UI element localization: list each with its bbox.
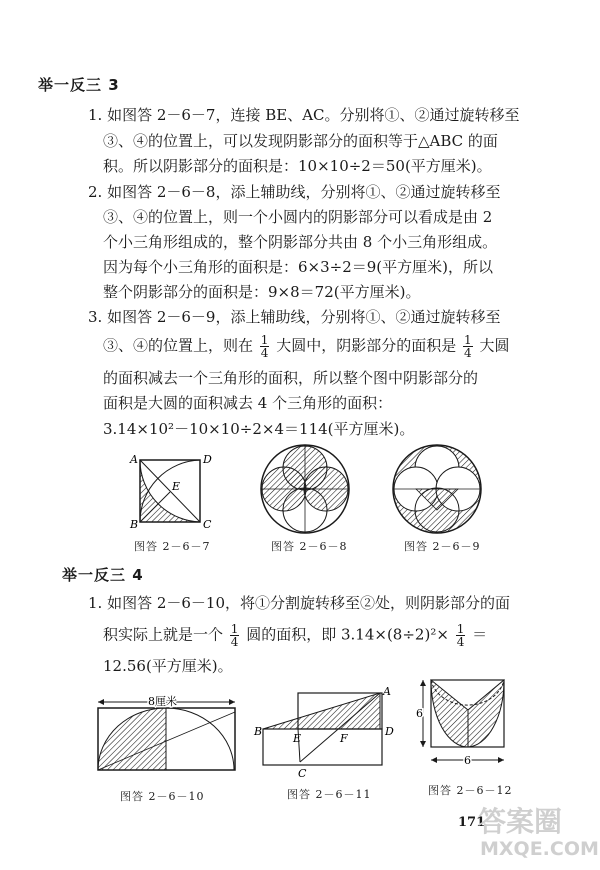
page-number: 171: [458, 815, 486, 830]
frac-num: 1: [230, 622, 239, 636]
label-e2: E: [293, 732, 302, 745]
frac-num: 1: [260, 333, 269, 347]
s2-p1-line1: 1. 如图答 2－6－10，将①分割旋转移至②处，则阴影部分的面: [88, 594, 511, 612]
label-c2: C: [298, 767, 307, 780]
p3-line3: 的面积减去一个三角形的面积，所以整个图中阴影部分的: [103, 369, 479, 387]
frac-den: 4: [456, 635, 465, 649]
figure-2-6-10: [98, 699, 235, 770]
p3-line1: 3. 如图答 2－6－9，添上辅助线，分别将①、②通过旋转移至: [88, 308, 501, 326]
caption-2-6-12: 图答 2－6－12: [428, 784, 513, 797]
watermark-url: MXQE.COM: [480, 838, 599, 860]
watermark-logo: 答案圈: [478, 805, 563, 838]
p3-line5: 3.14×10²－10×10÷2×4＝114(平方厘米)。: [103, 420, 415, 438]
frac-num: 1: [464, 333, 472, 347]
figure-2-6-12: [420, 680, 504, 763]
caption-2-6-11: 图答 2－6－11: [287, 788, 372, 801]
p3-line2c: 大圆: [479, 336, 510, 355]
frac-num: 1: [456, 622, 465, 636]
frac-den: 4: [260, 346, 269, 360]
label-a: A: [130, 453, 138, 466]
p2-line5: 整个阴影部分的面积是：9×8＝72(平方厘米)。: [103, 283, 421, 301]
p2-line4: 因为每个小三角形的面积是：6×3÷2＝9(平方厘米)，所以: [103, 258, 494, 276]
section-heading-3: 举一反三 3: [38, 76, 120, 94]
label-a2: A: [383, 685, 391, 698]
s2-line2a: 积实际上就是一个: [103, 625, 224, 644]
dim-6-side: 6: [416, 707, 423, 720]
s2-line2b: 圆的面积，即 3.14×(8÷2)²×: [246, 625, 449, 644]
caption-2-6-7: 图答 2－6－7: [134, 540, 211, 553]
p2-line2: ③、④的位置上，则一个小圆内的阴影部分可以看成是由 2: [103, 208, 493, 226]
p1-line2: ③、④的位置上，可以发现阴影部分的面积等于△ABC 的面: [103, 132, 498, 150]
caption-2-6-10: 图答 2－6－10: [120, 790, 205, 803]
label-d: D: [203, 453, 212, 466]
s2-p1-line3: 12.56(平方厘米)。: [103, 657, 233, 675]
p3-line2b: 大圆中，阴影部分的面积是: [276, 336, 457, 355]
label-f2: F: [340, 732, 348, 745]
dim-6-bottom: 6: [464, 754, 471, 767]
label-b: B: [130, 518, 139, 531]
section-heading-4: 举一反三 4: [62, 566, 144, 584]
p2-line3: 个小三角形组成的，整个阴影部分共由 8 个小三角形组成。: [103, 233, 498, 251]
caption-2-6-9: 图答 2－6－9: [404, 540, 481, 553]
label-e: E: [172, 480, 181, 493]
p1-line3: 积。所以阴影部分的面积是：10×10÷2＝50(平方厘米)。: [103, 157, 492, 175]
p3-line2a: ③、④的位置上，则在: [103, 336, 254, 355]
caption-2-6-8: 图答 2－6－8: [271, 540, 348, 553]
figure-2-6-11: [253, 685, 394, 780]
dim-8cm: 8厘米: [148, 695, 177, 708]
frac-den: 4: [230, 635, 239, 649]
label-d2: D: [385, 725, 394, 738]
p2-line1: 2. 如图答 2－6－8，添上辅助线，分别将①、②通过旋转移至: [88, 183, 501, 201]
s2-line2c: ＝: [472, 625, 488, 644]
p1-line1: 1. 如图答 2－6－7，连接 BE、AC。分别将①、②通过旋转移至: [88, 106, 520, 124]
p3-line4: 面积是大圆的面积减去 4 个三角形的面积：: [103, 394, 393, 412]
label-b2: B: [254, 725, 263, 738]
label-c: C: [203, 518, 212, 531]
frac-den: 4: [464, 346, 472, 360]
